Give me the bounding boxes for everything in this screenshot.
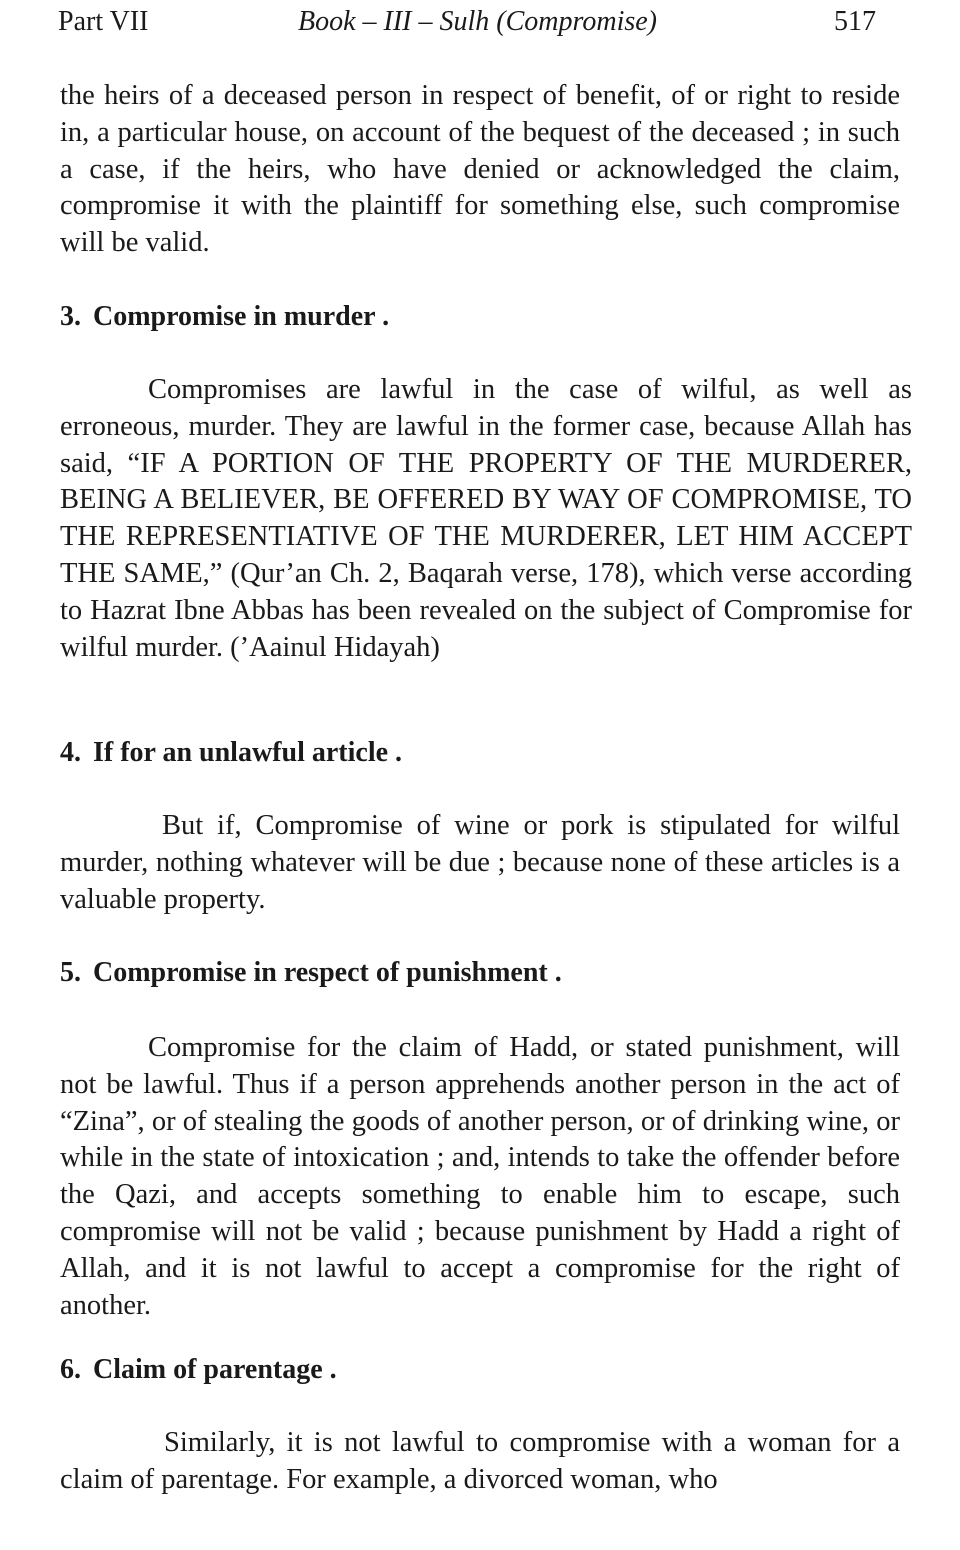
section-number: 4. [60, 737, 81, 768]
section-title: Compromise in respect of punishment . [93, 957, 562, 988]
intro-paragraph: the heirs of a deceased person in respect of benefit, of or right to reside in, a particular house, on account of the bequest of the deceased ; in such a case, if the heirs, who have denied or acknowledged the claim, compromise it with the plaintiff for something else, such compromise will be valid. [60, 80, 900, 259]
book-title: Book – III – Sulh (Compromise) [298, 6, 658, 37]
section-title: Compromise in murder . [93, 301, 390, 332]
section-number: 6. [60, 1354, 81, 1385]
section-number: 3. [60, 301, 81, 332]
section-heading-3 [60, 299, 389, 335]
section-paragraph-4: But if, Compromise of wine or pork is stipulated for wilful murder, nothing whatever will be due ; because none of these articles is a valuable property. [60, 810, 900, 915]
section-title: If for an unlawful article . [93, 737, 403, 768]
running-header [58, 4, 876, 40]
section-number: 5. [60, 957, 81, 988]
section-heading-5 [60, 955, 562, 991]
section-heading-6 [60, 1352, 337, 1388]
section-paragraph-6: Similarly, it is not lawful to compromise with a woman for a claim of parentage. For example, a divorced woman, who [60, 1427, 900, 1495]
section-paragraph-5: Compromise for the claim of Hadd, or stated punishment, will not be lawful. Thus if a person apprehends another person in the act of “Zina”, or of stealing the goods of another person, or of drinking wine, or while in the state of intoxication ; and, intends to take the offender before the Qazi, and accepts something to enable him to escape, such compromise will not be valid ; because punishment by Hadd a right of Allah, and it is not lawful to accept a compromise for the right of another. [60, 1032, 900, 1321]
section-paragraph-3: Compromises are lawful in the case of wilful, as well as erroneous, murder. They are lawful in the former case, because Allah has said, “IF A PORTION OF THE PROPERTY OF THE MURDERER, BEING A BELIEVER, BE OFFERED BY WAY OF COMPROMISE, TO THE REPRESENTIATIVE OF THE MURDERER, LET HIM ACCEPT THE SAME,” (Qur’an Ch. 2, Baqarah verse, 178), which verse according to Hazrat Ibne Abbas has been revealed on the subject of Compromise for wilful murder. (’Aainul Hidayah) [60, 374, 912, 663]
section-heading-4 [60, 735, 402, 771]
part-label: Part VII [58, 6, 149, 37]
section-title: Claim of parentage . [93, 1354, 337, 1385]
page-number: 517 [834, 6, 876, 37]
